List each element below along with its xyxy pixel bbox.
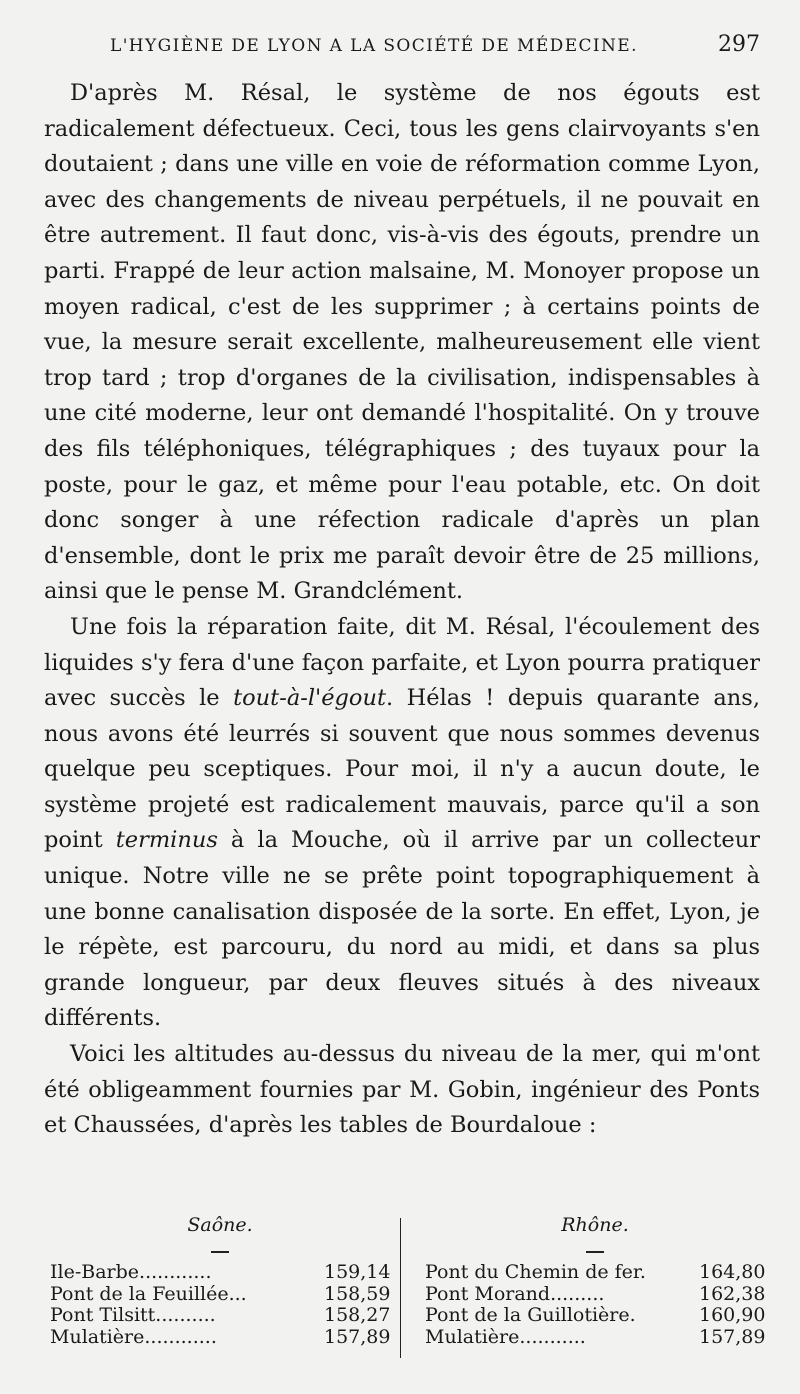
body-text xyxy=(44,76,760,1144)
paragraph xyxy=(44,76,760,610)
altitude-value: 158,27 xyxy=(324,1304,391,1326)
place-name: Mulatière............ xyxy=(50,1326,217,1348)
table-row xyxy=(50,1327,390,1349)
place-name: Pont Tilsitt.......... xyxy=(50,1305,216,1326)
paragraph xyxy=(44,610,760,1037)
altitude-value: 159,14 xyxy=(324,1261,391,1283)
italic-text: terminus xyxy=(115,827,218,854)
altitude-value: 164,80 xyxy=(699,1261,766,1283)
saone-column xyxy=(50,1210,390,1348)
rhone-column xyxy=(425,1210,765,1348)
table-row xyxy=(50,1305,390,1327)
altitude-table xyxy=(50,1210,766,1360)
rhone-rows xyxy=(425,1262,765,1348)
paragraph-text: Voici les altitudes au-dessus du niveau de la mer, qui m'ont été obligeamment fournies par M. Gobin, ingénieur des Ponts et Chaussées, d'après les tables de Bourdaloue : xyxy=(44,1041,760,1139)
paragraph-text: . Hélas ! depuis quarante ans, nous avons été leurrés si souvent que nous sommes devenus quelque peu sceptiques. Pour moi, il n'y a aucun doute, le système projeté est radicalement mauvais, parce qu'il a son point xyxy=(44,685,760,854)
table-row xyxy=(50,1262,390,1284)
rhone-heading: Rhône. xyxy=(561,1214,629,1236)
place-name: Pont du Chemin de fer. xyxy=(425,1262,646,1283)
altitude-value: 160,90 xyxy=(699,1304,766,1326)
altitude-value: 157,89 xyxy=(699,1325,766,1348)
running-title: L'HYGIÈNE DE LYON A LA SOCIÉTÉ DE MÉDECINE. xyxy=(110,36,638,56)
page-number: 297 xyxy=(718,32,760,57)
table-row xyxy=(425,1284,765,1306)
altitude-value: 158,59 xyxy=(324,1282,391,1305)
place-name: Pont de la Guillotière. xyxy=(425,1305,636,1326)
altitude-value: 157,89 xyxy=(324,1325,391,1348)
altitude-value: 162,38 xyxy=(699,1282,766,1305)
paragraph xyxy=(44,1037,760,1144)
place-name: Pont de la Feuillée... xyxy=(50,1283,247,1305)
table-row xyxy=(425,1262,765,1284)
heading-dash xyxy=(425,1240,765,1262)
table-row xyxy=(425,1305,765,1327)
column-divider xyxy=(400,1218,401,1358)
table-row xyxy=(50,1284,390,1306)
place-name: Ile-Barbe............ xyxy=(50,1262,212,1283)
heading-dash xyxy=(50,1240,390,1262)
table-row xyxy=(425,1327,765,1349)
saone-heading: Saône. xyxy=(187,1214,253,1236)
place-name: Mulatière........... xyxy=(425,1326,586,1348)
saone-rows xyxy=(50,1262,390,1348)
paragraph-text: Une fois la réparation faite, dit M. Résal, l'écoulement des liquides s'y fera d'une façon parfaite, et Lyon pourra pratiquer avec succès le xyxy=(44,613,760,712)
paragraph-text: à la Mouche, où il arrive par un collecteur unique. Notre ville ne se prête point topographiquement à une bonne canalisation disposée de la sorte. En effet, Lyon, je le répète, est parcouru, du nord au midi, et dans sa plus grande longueur, par deux fleuves situés à des niveaux différents. xyxy=(44,827,760,1032)
place-name: Pont Morand......... xyxy=(425,1283,605,1305)
paragraph-text: D'après M. Résal, le système de nos égouts est radicalement défectueux. Ceci, tous les gens clairvoyants s'en doutaient ; dans une ville en voie de réformation comme Lyon, avec des changements de niveau perpétuels, il ne pouvait en être autrement. Il faut donc, vis-à-vis des égouts, prendre un parti. Frappé de leur action malsaine, M. Monoyer propose un moyen radical, c'est de les supprimer ; à certains points de vue, la mesure serait excellente, malheureusement elle vient trop tard ; trop d'organes de la civilisation, indispensables à une cité moderne, leur ont demandé l'hospitalité. On y trouve des fils téléphoniques, télégraphiques ; des tuyaux pour la poste, pour le gaz, et même pour l'eau potable, etc. On doit donc songer à une réfection radicale d'après un plan d'ensemble, dont le prix me paraît devoir être de 25 millions, ainsi que le pense M. Grandclément. xyxy=(44,80,760,605)
italic-text: tout-à-l'égout xyxy=(233,685,387,712)
